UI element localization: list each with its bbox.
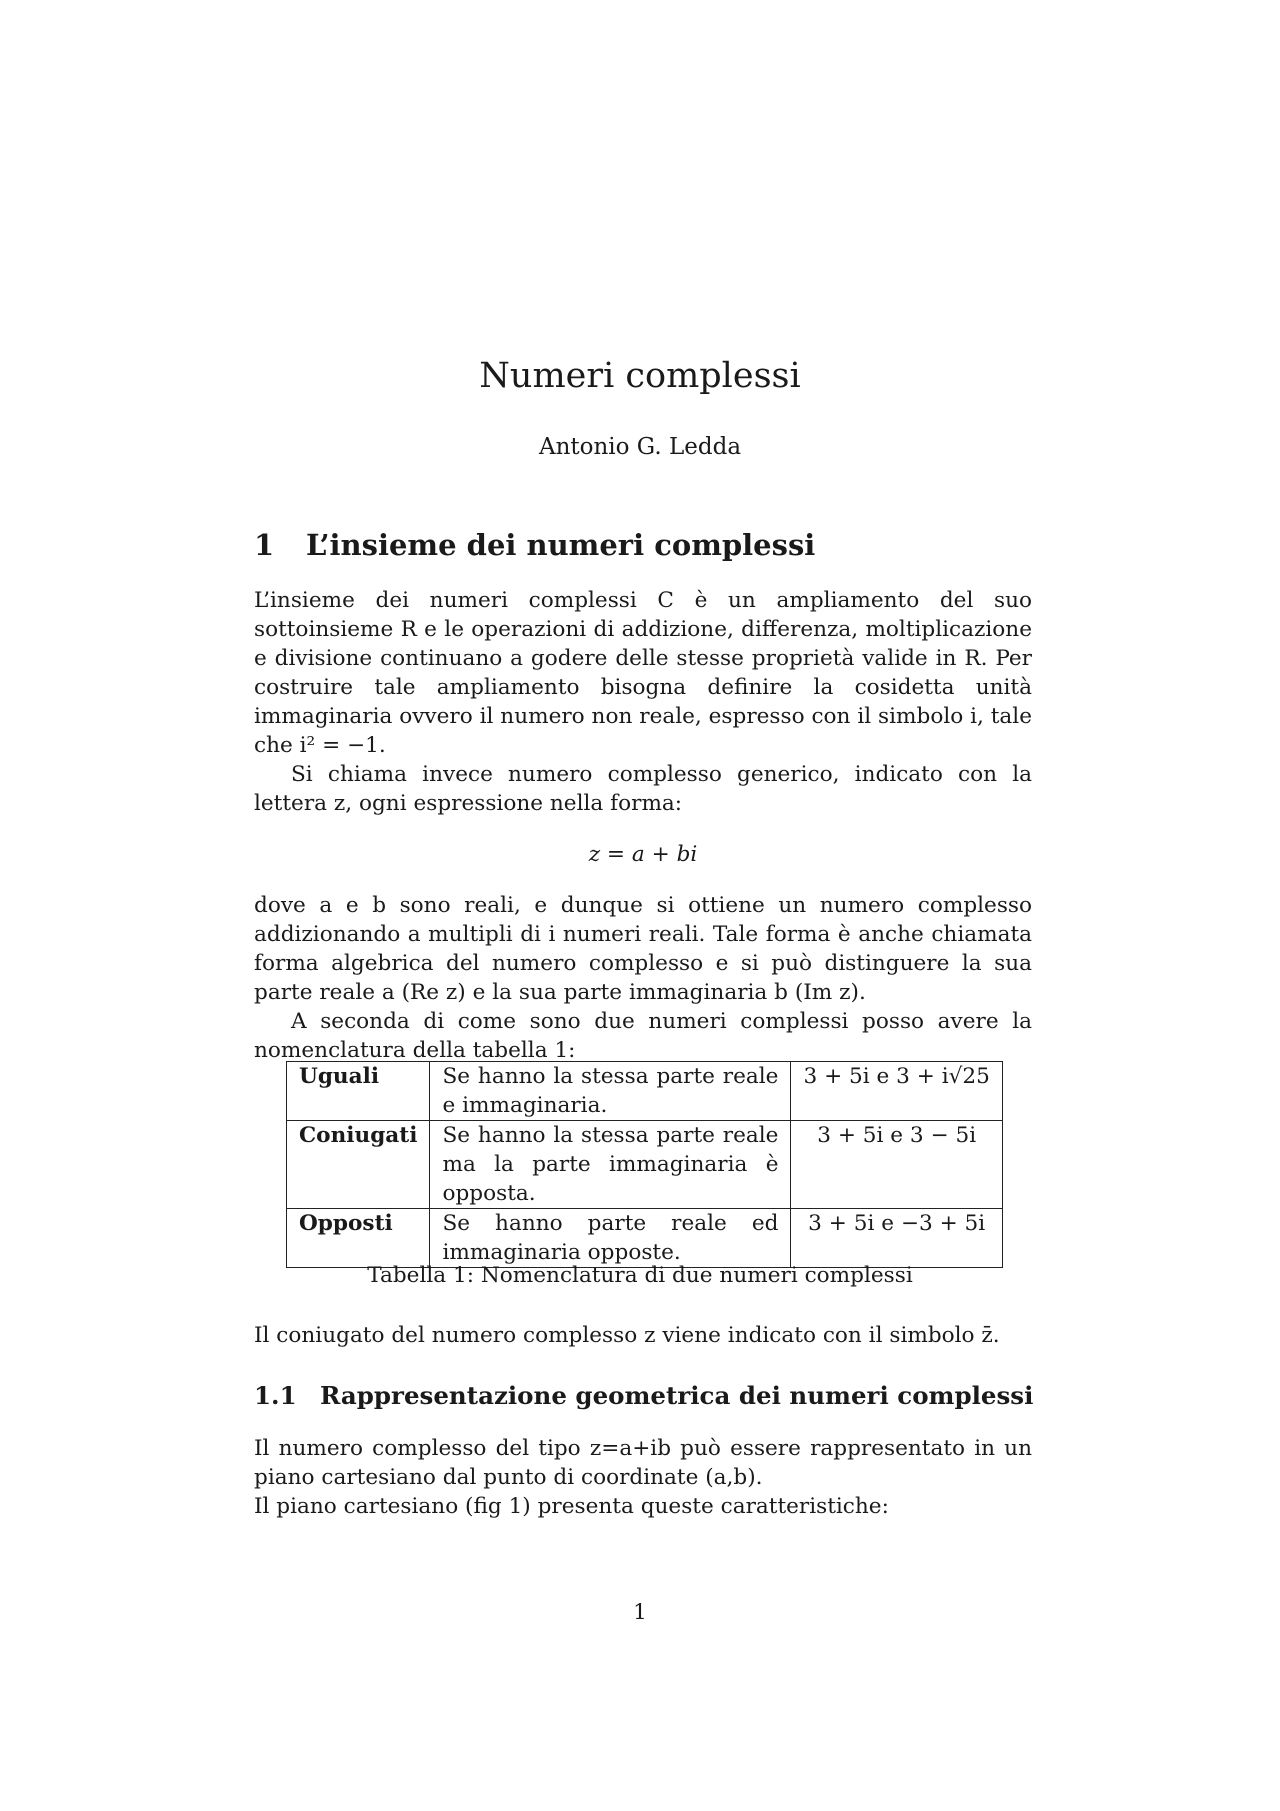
section-1-paragraph-1: L’insieme dei numeri complessi C è un ampliamento del suo sottoinsieme R e le operazioni di addizione, differenza, moltiplicazione e divisione continuano a godere delle stesse proprietà valide in R. Per costruire tale ampliamento bisogna definire la cosidetta unità immaginaria ovvero il numero non reale, espresso con il simbolo i, tale che i² = −1. (254, 588, 1032, 758)
table-row (287, 1121, 1003, 1209)
document-title: Numeri complessi (479, 356, 801, 396)
document-author: Antonio G. Ledda (538, 434, 742, 460)
section-1-1-paragraph-1: Il numero complesso del tipo z=a+ib può essere rappresentato in un piano cartesiano dal punto di coordinate (a,b). (254, 1436, 1032, 1490)
table-cell-description: Se hanno la stessa parte reale e immaginaria. (430, 1062, 791, 1121)
page-number: 1 (633, 1600, 647, 1625)
section-1-number: 1 (254, 528, 275, 562)
table-cell-description: Se hanno parte reale ed immaginaria opposte. (430, 1209, 791, 1268)
table-cell-description: Se hanno la stessa parte reale ma la parte immaginaria è opposta. (430, 1121, 791, 1209)
table-row (287, 1209, 1003, 1268)
table-cell-name: Coniugati (287, 1121, 430, 1209)
conjugate-note: Il coniugato del numero complesso z viene indicato con il simbolo z̄. (254, 1323, 1000, 1348)
section-1-body (254, 586, 1032, 1065)
table-cell-example: 3 + 5i e −3 + 5i (791, 1209, 1002, 1268)
section-1-1-number: 1.1 (254, 1381, 297, 1410)
after-table-paragraph (254, 1321, 1032, 1350)
equation-algebraic-form: z = a + bi (588, 842, 698, 867)
nomenclature-table (286, 1061, 1003, 1268)
table-cell-name: Uguali (287, 1062, 430, 1121)
table-cell-name: Opposti (287, 1209, 430, 1268)
table-cell-example: 3 + 5i e 3 − 5i (791, 1121, 1002, 1209)
table-row (287, 1062, 1003, 1121)
section-1-1-title: Rappresentazione geometrica dei numeri complessi (320, 1381, 1034, 1410)
section-1-paragraph-3: dove a e b sono reali, e dunque si ottiene un numero complesso addizionando a multipli di i numeri reali. Tale forma è anche chiamata forma algebrica del numero complesso e si può distinguere la sua parte reale a (Re z) e la sua parte immaginaria b (Im z). (254, 893, 1032, 1005)
section-1-paragraph-2: Si chiama invece numero complesso generico, indicato con la lettera z, ogni espressione nella forma: (254, 762, 1032, 816)
table-caption: Tabella 1: Nomenclatura di due numeri complessi (367, 1263, 913, 1288)
section-1-paragraph-4: A seconda di come sono due numeri complessi posso avere la nomenclatura della tabella 1: (254, 1009, 1032, 1063)
section-1-1-body (254, 1434, 1032, 1521)
section-1-1-paragraph-2: Il piano cartesiano (fig 1) presenta queste caratteristiche: (254, 1494, 889, 1519)
table-cell-example: 3 + 5i e 3 + i√25 (791, 1062, 1002, 1121)
section-1-heading (254, 528, 815, 562)
section-1-1-heading (254, 1381, 1033, 1410)
section-1-title: L’insieme dei numeri complessi (306, 528, 816, 562)
